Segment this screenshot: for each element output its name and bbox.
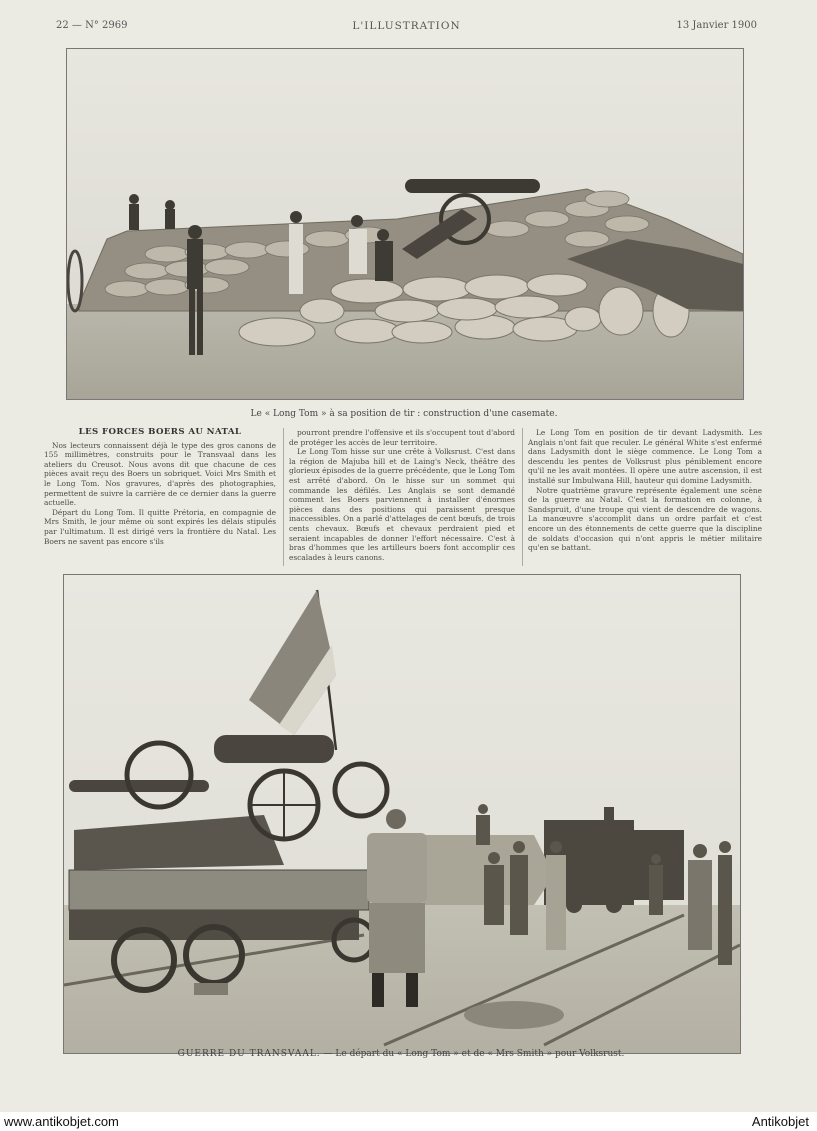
column-3-paragraph-1: Le Long Tom en position de tir devant Ladysmith. Les Anglais n'ont fait que reculer. Le général White s'est enfermé dans Ladysmith dont le siège commence. Le Long Tom a descendu les pentes de Volksrust plus péniblement encore qu'il ne les avait montées. Il opère une autre ascension, il est installé sur Imbulwana Hill, hauteur qui domine Ladysmith. <box>528 428 762 485</box>
column-1-paragraph-2: Départ du Long Tom. Il quitte Prétoria, en compagnie de Mrs Smith, le jour même où sont expirés les délais stipulés par l'ultimatum. Il est dirigé vers la frontière du Natal. Les Boers ne savent pas encore s'ils <box>44 507 276 546</box>
column-3-paragraph-2: Notre quatrième gravure représente également une scène de la guerre au Natal. C'est la formation en colonne, à Sandspruit, d'une troupe qui vient de descendre de wagons. La manœuvre s'accomplit dans un ordre parfait et c'est encore un des étonnements de cette guerre que la discipline de soldats d'occasion qui n'ont appris le métier militaire qu'en se battant. <box>528 485 762 553</box>
article-title: LES FORCES BOERS AU NATAL <box>78 427 242 437</box>
column-rule-1 <box>283 428 284 566</box>
photo-departure-train <box>63 574 741 1054</box>
article-column-3 <box>528 428 762 553</box>
column-2-paragraph-2: Le Long Tom hisse sur une crête à Volksrust. C'est dans la région de Majuba hill et de Laing's Neck, théâtre des glorieux épisodes de la guerre précédente, que le Long Tom est arrêté d'abord. On le hisse sur un sommet qui commande les défilés. Les Anglais se sont demandé comment les Boers parviennent à installer d'énormes pièces dans des positions qui paraissent presque inaccessibles. On a parlé d'attelages de cent bœufs, de trois cents chevaux. Bœufs et chevaux perdraient pied et seraient incapables de donner l'effort nécessaire. C'est à bras d'hommes que les artilleurs boers font accomplir ces escalades à leurs canons. <box>289 447 515 562</box>
watermark-bar <box>0 1112 817 1131</box>
page-number: 22 — N° 2969 <box>56 20 128 31</box>
column-1-paragraph-1: Nos lecteurs connaissent déjà le type des gros canons de 155 millimètres, construits pour le Transvaal dans les ateliers du Creusot. Nous avons dit que chacune de ces pièces avait reçu des Boers un sobriquet. Voici Mrs Smith et le Long Tom. Nos gravures, d'après des photographies, permettent de suivre la carrière de ce dernier dans la guerre actuelle. <box>44 440 276 508</box>
bottom-caption-text: — Le départ du « Long Tom » et de « Mrs Smith » pour Volksrust. <box>323 1049 625 1059</box>
train-departure-illustration <box>64 575 740 1053</box>
column-rule-2 <box>522 428 523 566</box>
watermark-url[interactable]: www.antikobjet.com <box>4 1114 119 1129</box>
column-2-paragraph-1: pourront prendre l'offensive et ils s'occupent tout d'abord de protéger les accès de leur territoire. <box>289 428 515 447</box>
journal-title: L'ILLUSTRATION <box>352 20 461 32</box>
photo-long-tom-casemate <box>66 48 744 400</box>
top-photo-caption: Le « Long Tom » à sa position de tir : construction d'une casemate. <box>250 409 558 419</box>
article-column-1 <box>44 428 276 546</box>
casemate-illustration <box>67 49 743 399</box>
bottom-photo-caption <box>63 1049 739 1059</box>
issue-date: 13 Janvier 1900 <box>676 20 757 31</box>
bottom-caption-lead: GUERRE DU TRANSVAAL. <box>177 1049 321 1059</box>
watermark-brand: Antikobjet <box>751 1114 809 1129</box>
page-header <box>56 20 757 36</box>
article-column-2 <box>289 428 515 562</box>
